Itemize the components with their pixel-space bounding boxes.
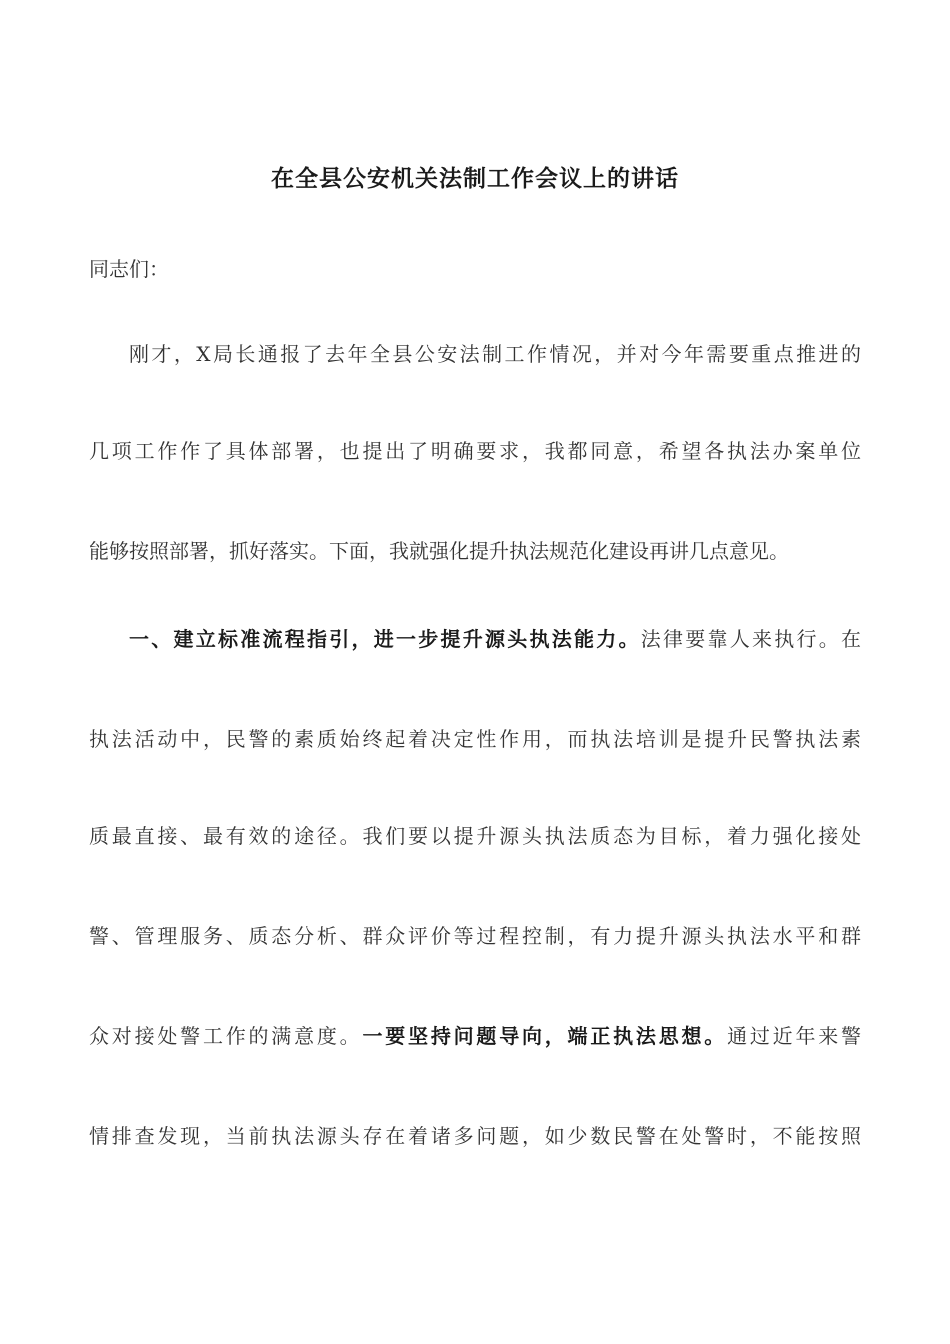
page-title: 在全县公安机关法制工作会议上的讲话 — [271, 165, 679, 192]
section-1-line-5 — [89, 1022, 861, 1050]
section-1-line-1-text: 法律要靠人来执行。在 — [640, 627, 861, 651]
section-1-subheading: 一要坚持问题导向，端正执法思想。 — [362, 1024, 728, 1048]
paragraph-1-line-2: 几项工作作了具体部署，也提出了明确要求，我都同意，希望各执法办案单位 — [89, 439, 861, 463]
section-1-line-3: 质最直接、最有效的途径。我们要以提升源头执法质态为目标，着力强化接处 — [89, 824, 861, 848]
paragraph-1-line-3: 能够按照部署，抓好落实。下面，我就强化提升执法规范化建设再讲几点意见。 — [89, 539, 789, 563]
section-1-line-6: 情排查发现，当前执法源头存在着诸多问题，如少数民警在处警时，不能按照 — [89, 1124, 861, 1148]
section-1-line-5-rest: 通过近年来警 — [727, 1024, 862, 1048]
salutation: 同志们： — [89, 257, 169, 281]
paragraph-1-line-1: 刚才，X局长通报了去年全县公安法制工作情况，并对今年需要重点推进的 — [129, 342, 861, 366]
section-1-line-1 — [89, 625, 861, 653]
section-1-heading: 一、建立标准流程指引，进一步提升源头执法能力。 — [129, 627, 641, 651]
section-1-line-5-start: 众对接处警工作的满意度。 — [89, 1024, 363, 1048]
section-1-line-4: 警、管理服务、质态分析、群众评价等过程控制，有力提升源头执法水平和群 — [89, 924, 861, 948]
section-1-line-2: 执法活动中，民警的素质始终起着决定性作用，而执法培训是提升民警执法素 — [89, 727, 861, 751]
